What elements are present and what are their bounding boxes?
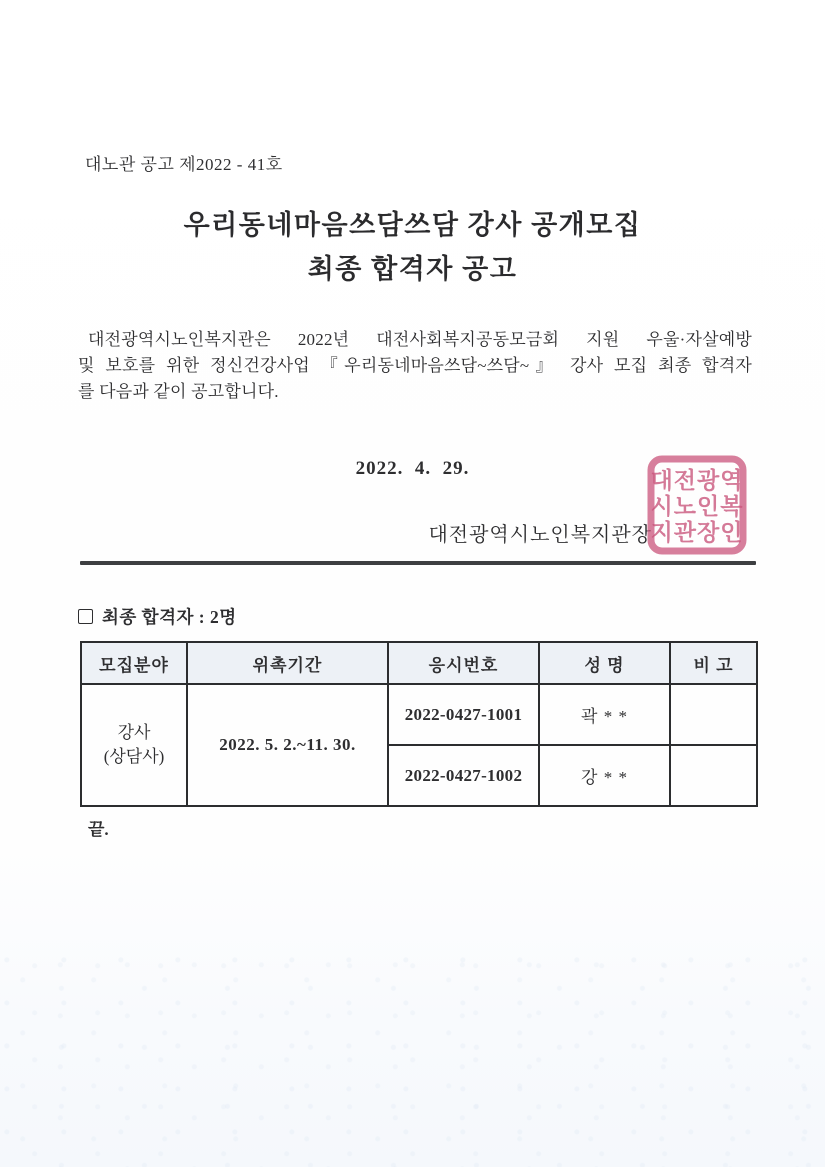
paragraph-line-3: 를 다음과 같이 공고합니다.	[78, 382, 279, 401]
header-note: 비 고	[670, 642, 757, 684]
cell-applicant-number-1: 2022-0427-1001	[388, 684, 539, 745]
section-heading-text: 최종 합격자 : 2명	[102, 607, 237, 627]
cell-note-2	[670, 745, 757, 806]
header-name: 성 명	[539, 642, 670, 684]
scan-noise-texture	[0, 947, 825, 1167]
header-recruit-field: 모집분야	[81, 642, 187, 684]
body-paragraph	[78, 327, 752, 405]
cell-note-1	[670, 684, 757, 745]
paragraph-line-1: 대전광역시노인복지관은 2022년 대전사회복지공동모금회 지원 우울·자살예방	[88, 330, 752, 349]
seal-text-row-2: 시노인복	[650, 494, 744, 519]
successful-candidates-table	[80, 641, 758, 807]
table-row	[81, 684, 757, 745]
seal-text-row-1: 대전광역	[650, 468, 744, 493]
cell-appointment-period: 2022. 5. 2.~11. 30.	[187, 684, 388, 806]
cell-name-2: 강 * *	[539, 745, 670, 806]
official-seal-stamp-icon	[646, 454, 748, 556]
table-header-row	[81, 642, 757, 684]
cell-name-1: 곽 * *	[539, 684, 670, 745]
signer-title: 대전광역시노인복지관장	[428, 524, 652, 546]
title-line-2: 최종 합격자 공고	[307, 254, 518, 284]
closing-mark: 끝.	[88, 820, 109, 839]
doc-number: 대노관 공고 제2022 - 41호	[85, 155, 283, 174]
section-heading	[78, 604, 237, 629]
field-line-1: 강사	[117, 723, 151, 742]
square-bullet-icon	[78, 609, 93, 624]
cell-recruit-field	[81, 684, 187, 806]
title-line-1: 우리동네마음쓰담쓰담 강사 공개모집	[183, 210, 642, 240]
document-title	[0, 203, 825, 291]
announcement-date: 2022. 4. 29.	[355, 458, 470, 479]
seal-text-row-3: 지관장인	[650, 520, 744, 545]
cell-applicant-number-2: 2022-0427-1002	[388, 745, 539, 806]
horizontal-divider	[80, 561, 756, 565]
field-line-2: (상담사)	[103, 747, 165, 766]
header-appointment-period: 위촉기간	[187, 642, 388, 684]
header-applicant-number: 응시번호	[388, 642, 539, 684]
paragraph-line-2: 및 보호를 위한 정신건강사업 『우리동네마음쓰담~쓰담~』 강사 모집 최종 합격자	[78, 356, 752, 375]
